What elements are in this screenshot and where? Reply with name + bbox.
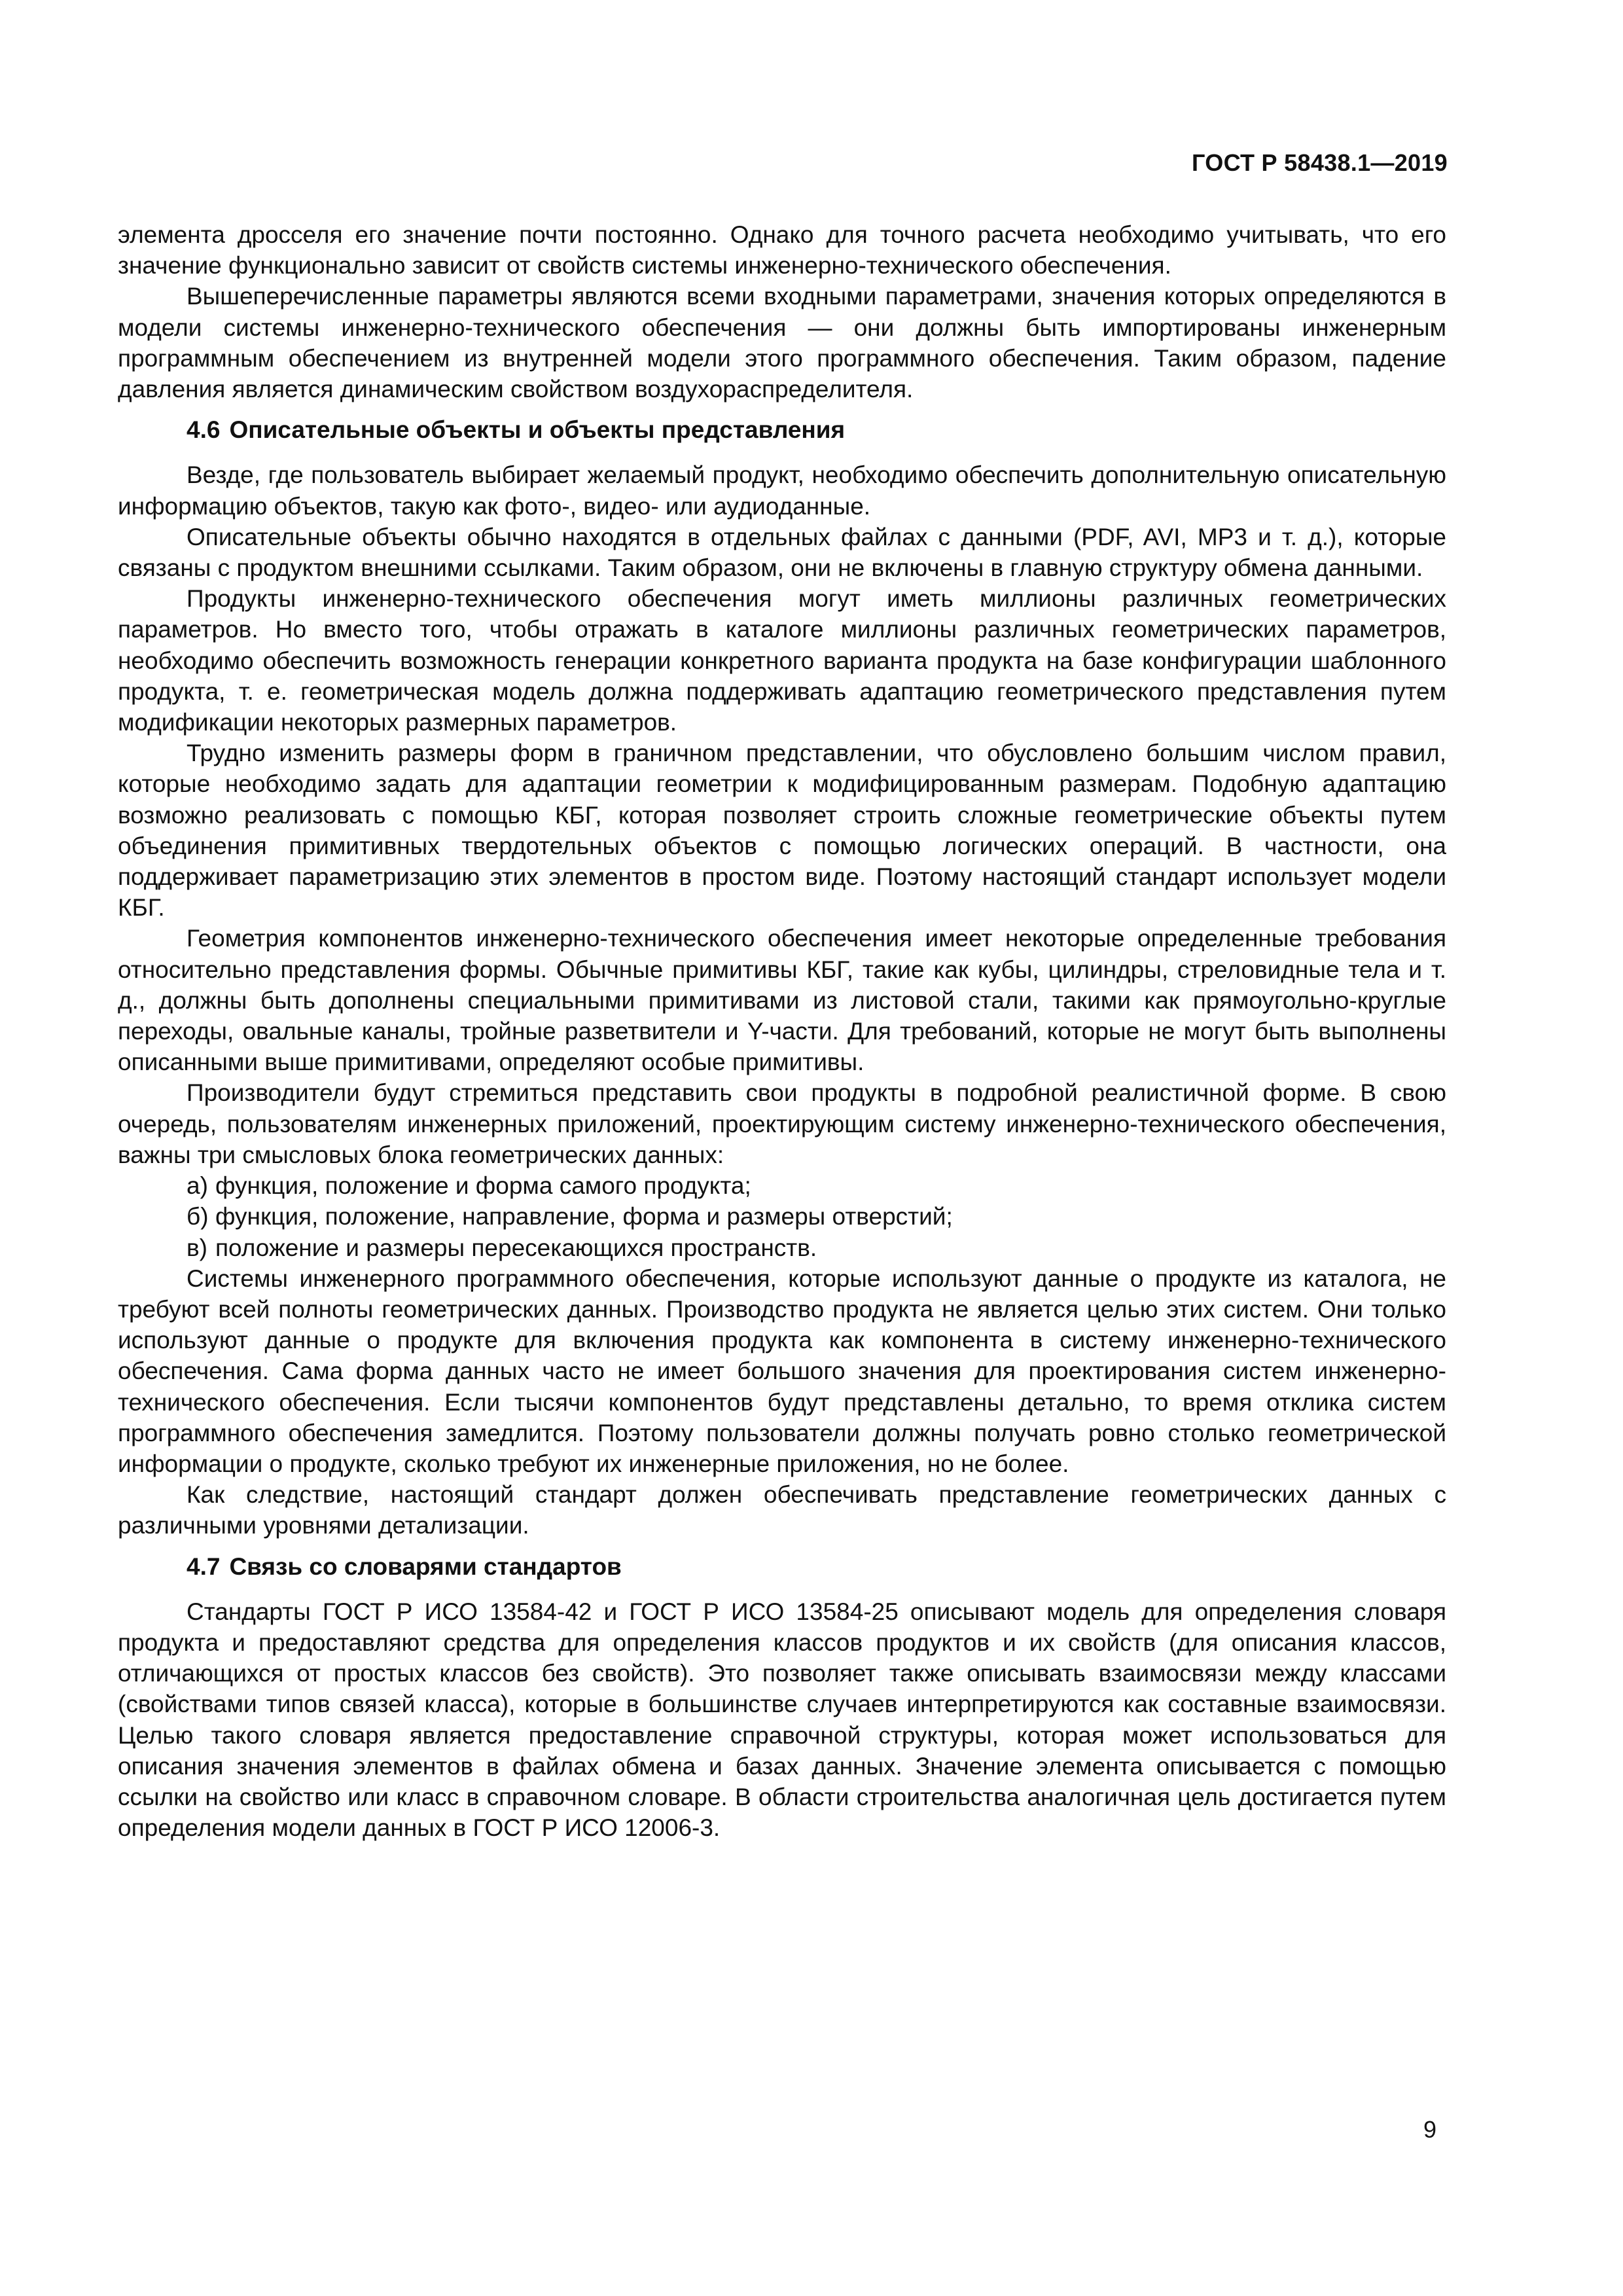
paragraph: элемента дросселя его значение почти постоянно. Однако для точного расчета необходимо учитывать, что его значение функционально зависит от свойств системы инженерно-технического обеспечения. bbox=[118, 221, 1446, 279]
section-title: Описательные объекты и объекты представления bbox=[229, 416, 846, 444]
list-item-text: функция, положение, направление, форма и размеры отверстий; bbox=[215, 1203, 953, 1230]
list-item-text: функция, положение и форма самого продукта; bbox=[215, 1172, 751, 1200]
list-item bbox=[118, 1170, 1446, 1201]
paragraph: Трудно изменить размеры форм в граничном представлении, что обусловлено большим числом правил, которые необходимо задать для адаптации геометрии к модифицированным размерам. Подобную адаптацию возможно реализовать с помощью КБГ, которая позволяет строить сложные геометрические объекты путем объединения примитивных твердотельных объектов с помощью логических операций. В частности, она поддерживает параметризацию этих элементов в простом виде. Поэтому настоящий стандарт использует модели КБГ. bbox=[118, 740, 1446, 922]
page-body bbox=[118, 219, 1446, 1843]
document-header: ГОСТ Р 58438.1—2019 bbox=[1192, 149, 1448, 176]
section-heading-4-7 bbox=[118, 1551, 1446, 1582]
section-number: 4.6 bbox=[187, 416, 221, 444]
paragraph: Системы инженерного программного обеспечения, которые используют данные о продукте из каталога, не требуют всей полноты геометрических данных. Производство продукта не является целью этих систем. Они только используют данные о продукте для включения продукта как компонента в систему инженерно-технического обеспечения. Сама форма данных часто не имеет большого значения для проектирования систем инженерно-технического обеспечения. Если тысячи компонентов будут представлены детально, то время отклика систем программного обеспечения замедлится. Поэтому пользователи должны получать ровно столько геометрической информации о продукте, сколько требуют их инженерные приложения, но не более. bbox=[118, 1265, 1446, 1477]
paragraph: Как следствие, настоящий стандарт должен обеспечивать представление геометрических данных с различными уровнями детализации. bbox=[118, 1481, 1446, 1539]
page-number: 9 bbox=[1423, 2116, 1436, 2143]
list-item-text: положение и размеры пересекающихся пространств. bbox=[215, 1234, 817, 1261]
section-title: Связь со словарями стандартов bbox=[229, 1552, 622, 1580]
paragraph: Производители будут стремиться представить свои продукты в подробной реалистичной форме. В свою очередь, пользователям инженерных приложений, проектирующим систему инженерно-технического обеспечения, важны три смысловых блока геометрических данных: bbox=[118, 1079, 1446, 1168]
paragraph: Описательные объекты обычно находятся в отдельных файлах с данными (PDF, AVI, MP3 и т. д.), которые связаны с продуктом внешними ссылками. Таким образом, они не включены в главную структуру обмена данными. bbox=[118, 523, 1446, 582]
list-item-marker: в) bbox=[187, 1234, 207, 1261]
list-item-marker: б) bbox=[187, 1203, 209, 1230]
paragraph: Вышеперечисленные параметры являются всеми входными параметрами, значения которых определяются в модели системы инженерно-технического обеспечения — они должны быть импортированы инженерным программным обеспечением из внутренней модели этого программного обеспечения. Таким образом, падение давления является динамическим свойством воздухораспределителя. bbox=[118, 283, 1446, 403]
paragraph: Продукты инженерно-технического обеспечения могут иметь миллионы различных геометрических параметров. Но вместо того, чтобы отражать в каталоге миллионы различных геометрических параметров, необходимо обеспечить возможность генерации конкретного варианта продукта на базе конфигурации шаблонного продукта, т. е. геометрическая модель должна поддерживать адаптацию геометрического представления путем модификации некоторых размерных параметров. bbox=[118, 585, 1446, 736]
list-item bbox=[118, 1232, 1446, 1263]
paragraph: Стандарты ГОСТ Р ИСО 13584-42 и ГОСТ Р ИСО 13584-25 описывают модель для определения словаря продукта и предоставляют средства для определения классов продуктов и их свойств (для описания классов, отличающихся от простых классов без свойств). Это позволяет также описывать взаимосвязи между классами (свойствами типов связей класса), которые в большинстве случаев интерпретируются как составные взаимосвязи. Целью такого словаря является предоставление справочной структуры, которая может использоваться для описания значения элементов в файлах обмена и базах данных. Значение элемента описывается с помощью ссылки на свойство или класс в справочном словаре. В области строительства аналогичная цель достигается путем определения модели данных в ГОСТ Р ИСО 12006-3. bbox=[118, 1598, 1446, 1842]
list-item bbox=[118, 1201, 1446, 1232]
list-item-marker: а) bbox=[187, 1172, 208, 1200]
paragraph: Везде, где пользователь выбирает желаемый продукт, необходимо обеспечить дополнительную описательную информацию объектов, такую как фото-, видео- или аудиоданные. bbox=[118, 461, 1446, 520]
paragraph: Геометрия компонентов инженерно-технического обеспечения имеет некоторые определенные требования относительно представления формы. Обычные примитивы КБГ, такие как кубы, цилиндры, стреловидные тела и т. д., должны быть дополнены специальными примитивами из листовой стали, такими как прямоугольно-круглые переходы, овальные каналы, тройные разветвители и Y-части. Для требований, которые не могут быть выполнены описанными выше примитивами, определяют особые примитивы. bbox=[118, 925, 1446, 1076]
list bbox=[118, 1170, 1446, 1263]
section-number: 4.7 bbox=[187, 1552, 221, 1580]
section-heading-4-6 bbox=[118, 414, 1446, 445]
